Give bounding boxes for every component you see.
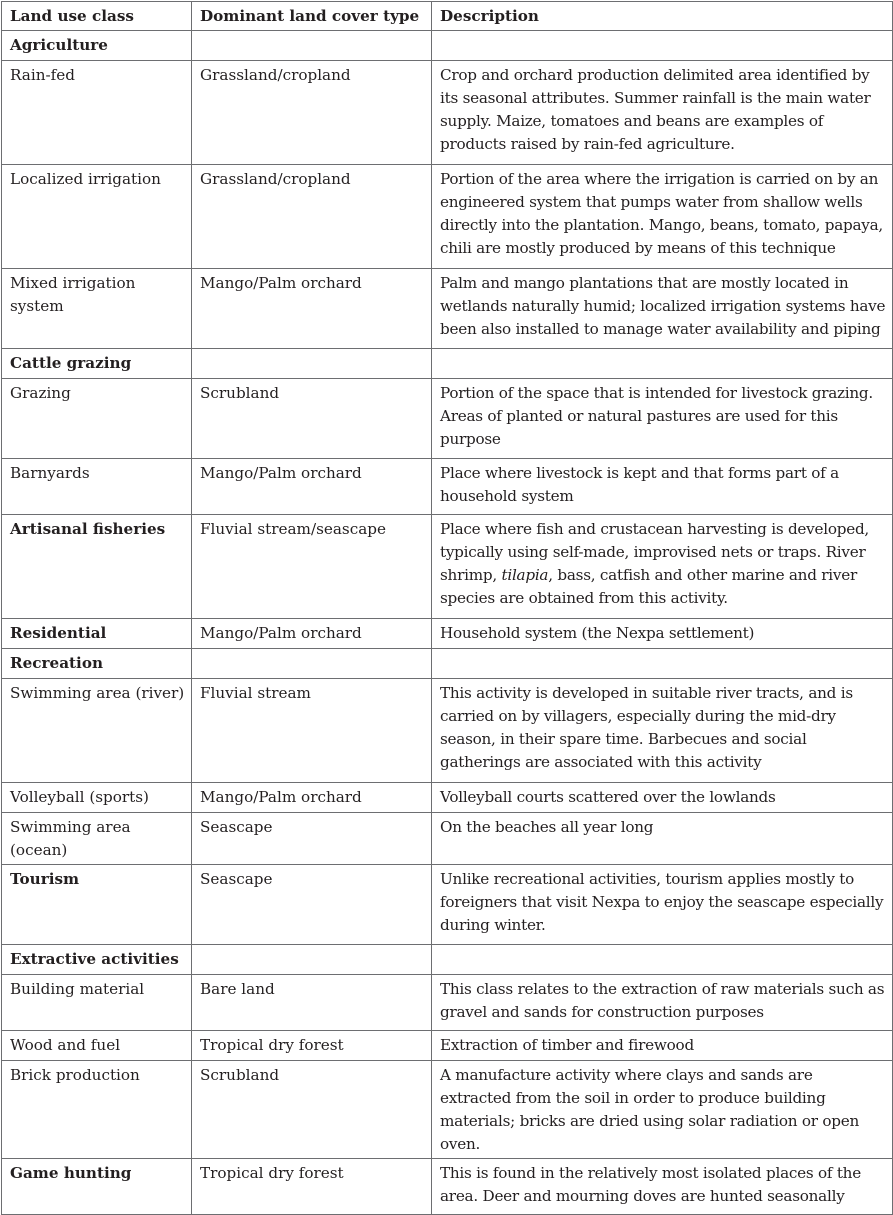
description-cell: [432, 31, 893, 61]
land-cover-cell: Grassland/cropland: [192, 61, 432, 165]
land-use-class-cell: Artisanal fisheries: [2, 515, 192, 619]
land-cover-cell: Tropical dry forest: [192, 1159, 432, 1215]
description-cell: Portion of the space that is intended for livestock grazing. Areas of planted or natural pastures are used for this purpose: [432, 379, 893, 459]
land-use-class-cell: Agriculture: [2, 31, 192, 61]
land-cover-cell: Fluvial stream/seascape: [192, 515, 432, 619]
table-row: [2, 783, 893, 813]
description-cell: Unlike recreational activities, tourism applies mostly to foreigners that visit Nexpa to enjoy the seascape especially during winter.: [432, 865, 893, 945]
table-row: [2, 1061, 893, 1159]
description-cell: [432, 945, 893, 975]
section-row: [2, 945, 893, 975]
land-cover-cell: Tropical dry forest: [192, 1031, 432, 1061]
description-cell: Extraction of timber and firewood: [432, 1031, 893, 1061]
land-cover-cell: Scrubland: [192, 1061, 432, 1159]
section-row: [2, 515, 893, 619]
land-use-class-cell: Cattle grazing: [2, 349, 192, 379]
land-cover-cell: [192, 649, 432, 679]
land-cover-cell: [192, 945, 432, 975]
table-row: [2, 269, 893, 349]
land-use-class-cell: Volleyball (sports): [2, 783, 192, 813]
land-use-class-cell: Localized irrigation: [2, 165, 192, 269]
description-cell: Volleyball courts scattered over the lowlands: [432, 783, 893, 813]
section-row: [2, 349, 893, 379]
section-row: [2, 31, 893, 61]
table-row: [2, 165, 893, 269]
land-cover-cell: Mango/Palm orchard: [192, 459, 432, 515]
land-use-class-cell: Extractive activities: [2, 945, 192, 975]
header-dominant-land-cover: Dominant land cover type: [192, 2, 432, 31]
land-cover-cell: Fluvial stream: [192, 679, 432, 783]
land-use-class-cell: Rain-fed: [2, 61, 192, 165]
header-row: [2, 2, 893, 31]
table-row: [2, 1031, 893, 1061]
table-row: [2, 61, 893, 165]
header-land-use-class: Land use class: [2, 2, 192, 31]
land-use-class-cell: Grazing: [2, 379, 192, 459]
description-cell: On the beaches all year long: [432, 813, 893, 865]
land-use-class-cell: Building material: [2, 975, 192, 1031]
land-use-class-cell: Residential: [2, 619, 192, 649]
section-row: [2, 865, 893, 945]
land-use-class-cell: Tourism: [2, 865, 192, 945]
land-cover-cell: Mango/Palm orchard: [192, 269, 432, 349]
land-cover-cell: Mango/Palm orchard: [192, 783, 432, 813]
description-cell: Portion of the area where the irrigation is carried on by an engineered system that pumps water from shallow wells directly into the plantation. Mango, beans, tomato, papaya, chili are mostly produced by means of this technique: [432, 165, 893, 269]
description-cell: A manufacture activity where clays and sands are extracted from the soil in order to produce building materials; bricks are dried using solar radiation or open oven.: [432, 1061, 893, 1159]
land-use-class-cell: Mixed irrigation system: [2, 269, 192, 349]
land-use-class-cell: Recreation: [2, 649, 192, 679]
land-use-class-cell: Game hunting: [2, 1159, 192, 1215]
land-cover-cell: Bare land: [192, 975, 432, 1031]
land-cover-cell: Scrubland: [192, 379, 432, 459]
table-row: [2, 459, 893, 515]
section-row: [2, 649, 893, 679]
description-cell: Place where fish and crustacean harvesting is developed, typically using self-made, improvised nets or traps. River shrimp, tilapia, bass, catfish and other marine and river species are obtained from this activity.: [432, 515, 893, 619]
land-cover-cell: [192, 349, 432, 379]
description-cell: [432, 349, 893, 379]
section-row: [2, 619, 893, 649]
description-cell: Household system (the Nexpa settlement): [432, 619, 893, 649]
description-cell: This is found in the relatively most isolated places of the area. Deer and mourning doves are hunted seasonally: [432, 1159, 893, 1215]
land-cover-cell: Seascape: [192, 865, 432, 945]
table-row: [2, 379, 893, 459]
table-row: [2, 679, 893, 783]
table-body: [2, 31, 893, 1215]
table-row: [2, 813, 893, 865]
land-use-class-cell: Wood and fuel: [2, 1031, 192, 1061]
land-use-class-cell: Barnyards: [2, 459, 192, 515]
section-row: [2, 1159, 893, 1215]
land-cover-cell: Mango/Palm orchard: [192, 619, 432, 649]
land-cover-cell: Seascape: [192, 813, 432, 865]
table-row: [2, 975, 893, 1031]
land-cover-cell: Grassland/cropland: [192, 165, 432, 269]
land-use-class-cell: Swimming area (ocean): [2, 813, 192, 865]
header-description: Description: [432, 2, 893, 31]
description-cell: Palm and mango plantations that are mostly located in wetlands naturally humid; localized irrigation systems have been also installed to manage water availability and piping: [432, 269, 893, 349]
description-cell: This activity is developed in suitable river tracts, and is carried on by villagers, especially during the mid-dry season, in their spare time. Barbecues and social gatherings are associated with this activity: [432, 679, 893, 783]
land-use-class-cell: Swimming area (river): [2, 679, 192, 783]
land-use-table: [1, 1, 893, 1215]
description-cell: Place where livestock is kept and that forms part of a household system: [432, 459, 893, 515]
description-cell: [432, 649, 893, 679]
land-use-class-cell: Brick production: [2, 1061, 192, 1159]
description-cell: Crop and orchard production delimited area identified by its seasonal attributes. Summer rainfall is the main water supply. Maize, tomatoes and beans are examples of products raised by rain-fed agriculture.: [432, 61, 893, 165]
land-cover-cell: [192, 31, 432, 61]
description-cell: This class relates to the extraction of raw materials such as gravel and sands for construction purposes: [432, 975, 893, 1031]
